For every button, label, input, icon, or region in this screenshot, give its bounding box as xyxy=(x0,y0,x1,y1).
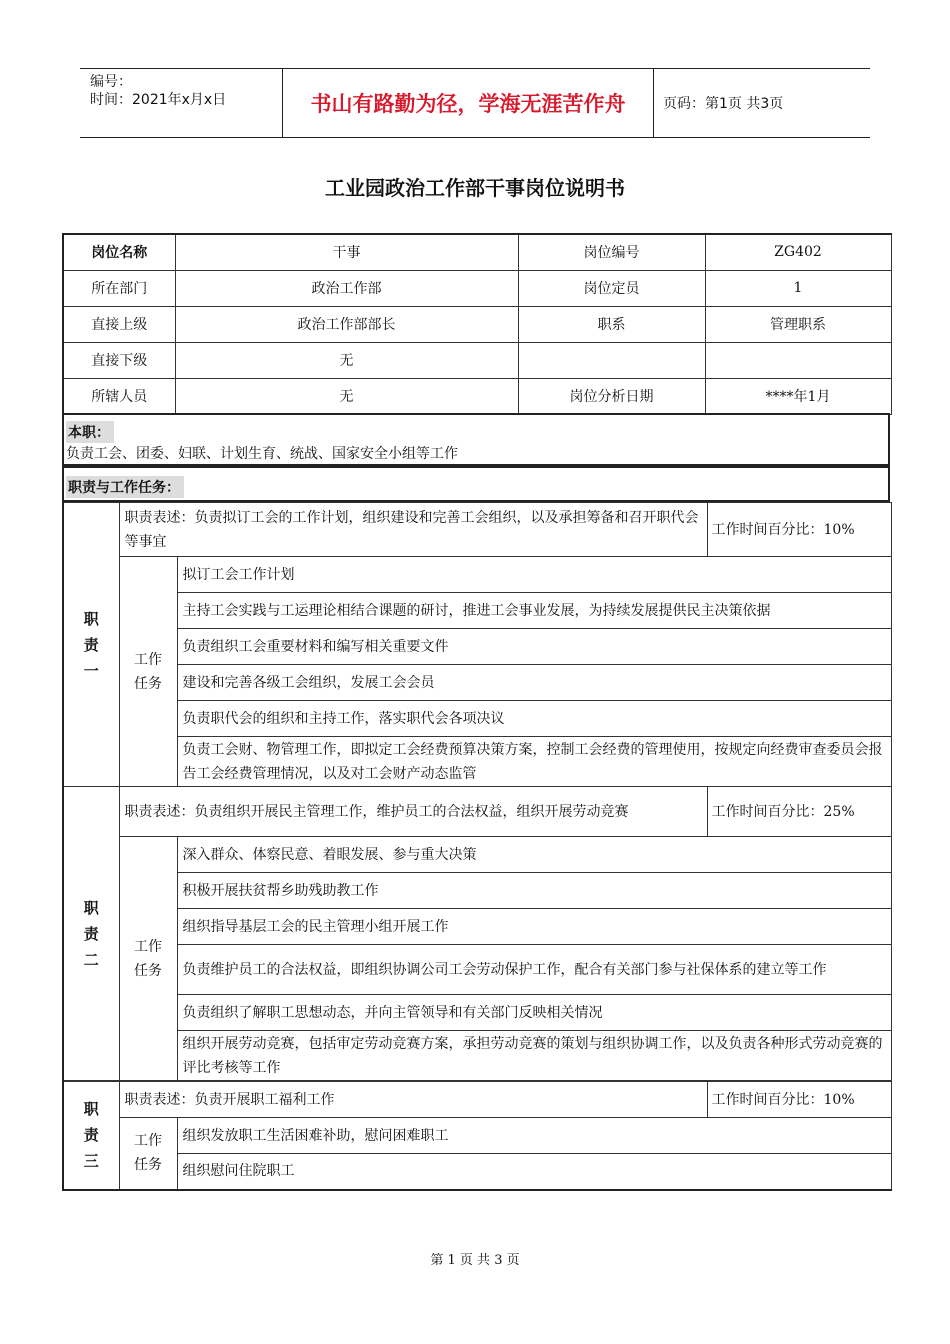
task-item: 建设和完善各级工会组织，发展工会会员 xyxy=(177,665,891,701)
task-item: 深入群众、体察民意、着眼发展、参与重大决策 xyxy=(177,837,891,873)
page-footer: 第 1 页 共 3 页 xyxy=(430,1253,520,1268)
responsibilities-header xyxy=(62,466,890,502)
info-row xyxy=(63,306,891,342)
task-item: 负责工会财、物管理工作，即拟定工会经费预算决策方案，控制工会经费的管理使用，按规定向经费审查委员会报告工会经费管理情况，以及对工会财产动态监管 xyxy=(177,737,891,787)
department-value: 政治工作部 xyxy=(175,270,518,306)
position-name-label: 岗位名称 xyxy=(63,234,175,270)
doc-time-label: 时间：2021年x月x日 xyxy=(90,92,227,108)
analysis-date-value: ****年1月 xyxy=(705,378,891,414)
position-code-value: ZG402 xyxy=(705,234,891,270)
staff-value: 无 xyxy=(175,378,518,414)
info-row xyxy=(63,234,891,270)
duty-label-1: 职责一 xyxy=(63,503,119,787)
analysis-date-label: 岗位分析日期 xyxy=(518,378,705,414)
position-code-label: 岗位编号 xyxy=(518,234,705,270)
headcount-label: 岗位定员 xyxy=(518,270,705,306)
responsibilities-label: 职责与工作任务： xyxy=(66,476,184,498)
duty-table-1 xyxy=(62,502,892,787)
task-label-2: 工作任务 xyxy=(119,837,177,1081)
duty-label-2: 职责二 xyxy=(63,787,119,1081)
duty-table-3 xyxy=(62,1081,892,1191)
core-duty-text: 负责工会、团委、妇联、计划生育、统战、国家安全小组等工作 xyxy=(66,446,458,462)
task-item: 组织慰问住院职工 xyxy=(177,1154,891,1190)
document-title: 工业园政治工作部干事岗位说明书 xyxy=(325,176,625,200)
task-item: 负责组织工会重要材料和编写相关重要文件 xyxy=(177,629,891,665)
duty-desc-2: 职责表述：负责组织开展民主管理工作，维护员工的合法权益，组织开展劳动竞赛 xyxy=(119,787,707,837)
duty-label-3: 职责三 xyxy=(63,1082,119,1190)
task-item: 主持工会实践与工运理论相结合课题的研讨，推进工会事业发展，为持续发展提供民主决策依据 xyxy=(177,593,891,629)
task-item: 积极开展扶贫帮乡助残助教工作 xyxy=(177,873,891,909)
subordinate-value: 无 xyxy=(175,342,518,378)
task-item: 负责组织了解职工思想动态，并向主管领导和有关部门反映相关情况 xyxy=(177,995,891,1031)
position-info-table xyxy=(62,233,892,415)
task-item: 组织指导基层工会的民主管理小组开展工作 xyxy=(177,909,891,945)
doc-number-label: 编号： xyxy=(90,74,132,90)
page-header xyxy=(80,68,870,138)
department-label: 所在部门 xyxy=(63,270,175,306)
task-label-1: 工作任务 xyxy=(119,557,177,787)
empty-cell xyxy=(705,342,891,378)
supervisor-value: 政治工作部部长 xyxy=(175,306,518,342)
header-meta xyxy=(80,69,282,137)
job-family-label: 职系 xyxy=(518,306,705,342)
task-item: 拟订工会工作计划 xyxy=(177,557,891,593)
empty-cell xyxy=(518,342,705,378)
task-item: 组织开展劳动竞赛，包括审定劳动竞赛方案，承担劳动竞赛的策划与组织协调工作，以及负责各种形式劳动竞赛的评比考核等工作 xyxy=(177,1031,891,1081)
info-row xyxy=(63,378,891,414)
task-item: 负责职代会的组织和主持工作，落实职代会各项决议 xyxy=(177,701,891,737)
duty-desc-3: 职责表述：负责开展职工福利工作 xyxy=(119,1082,707,1118)
duty-pct-3: 工作时间百分比：10% xyxy=(707,1082,891,1118)
info-row xyxy=(63,270,891,306)
headcount-value: 1 xyxy=(705,270,891,306)
duty-table-2 xyxy=(62,786,892,1081)
task-item: 负责维护员工的合法权益，即组织协调公司工会劳动保护工作，配合有关部门参与社保体系的建立等工作 xyxy=(177,945,891,995)
duty-desc-1: 职责表述：负责拟订工会的工作计划，组织建设和完善工会组织，以及承担筹备和召开职代会等事宜 xyxy=(119,503,707,557)
core-duty-section xyxy=(62,413,890,466)
header-page-label: 页码：第1页 共3页 xyxy=(663,96,784,112)
task-item: 组织发放职工生活困难补助，慰问困难职工 xyxy=(177,1118,891,1154)
supervisor-label: 直接上级 xyxy=(63,306,175,342)
subordinate-label: 直接下级 xyxy=(63,342,175,378)
core-duty-label: 本职： xyxy=(66,421,114,443)
header-motto: 书山有路勤为径，学海无涯苦作舟 xyxy=(282,69,654,137)
duty-pct-1: 工作时间百分比：10% xyxy=(707,503,891,557)
job-family-value: 管理职系 xyxy=(705,306,891,342)
staff-label: 所辖人员 xyxy=(63,378,175,414)
position-name-value: 干事 xyxy=(175,234,518,270)
duty-pct-2: 工作时间百分比：25% xyxy=(707,787,891,837)
task-label-3: 工作任务 xyxy=(119,1118,177,1190)
info-row xyxy=(63,342,891,378)
